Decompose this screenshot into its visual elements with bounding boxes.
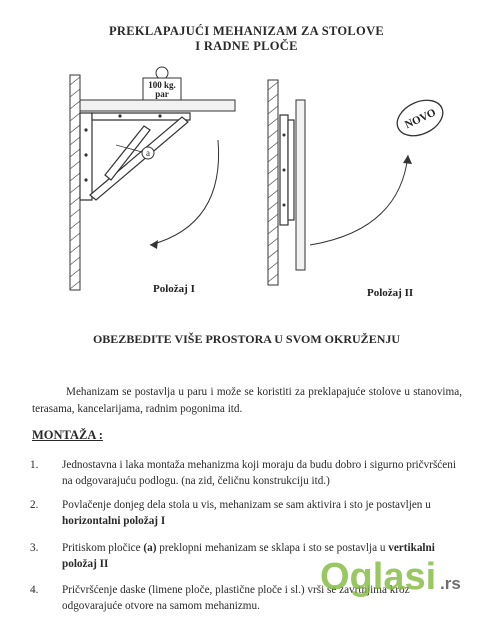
document-title-line-1: PREKLAPAJUĆI MEHANIZAM ZA STOLOVE [108,24,385,38]
rotation-arc-right [310,155,408,245]
callout-a-label: a [146,148,150,158]
section-subtitle: OBEZBEDITE VIŠE PROSTORA U SVOM OKRUŽENJU [92,332,401,346]
bracket-position-1 [80,113,190,200]
intro-text: Mehanizam se postavlja u paru i može se koristiti za preklapajuće stolove u stanovima, terasama, kancelarijama, radnim pogonima itd. [32,386,462,415]
tabletop-horizontal [80,100,235,111]
step-text-bold: vertikalni položaj II [62,542,435,570]
step-text-part: preklopni mehanizam se sklapa i sto se postavlja u [156,542,389,554]
step-number: 1. [30,459,39,471]
oglasi-watermark [318,553,473,599]
watermark-brand: Oglasi [320,556,437,598]
rotation-arc-left [150,140,219,245]
step-text-part: Pritiskom pločice [62,542,144,554]
caption-position-2: Položaj II [367,287,414,299]
tabletop-vertical [296,100,305,270]
weight-label-line-2: par [155,89,169,99]
step-text-bold: horizontalni položaj I [62,514,166,527]
step-text: Pričvršćenje daske (limene ploče, plastične ploče i sl.) vrši se zavrtnjima kroz odgovarajuće otvore na samom mehanizmu. [62,584,410,612]
novo-badge-label: NOVO [403,106,438,132]
step-text: Jednostavna i laka montaža mehanizma koji moraju da budu dobro i sigurno pričvršćeni na odgovarajuću podlogu. (na zid, čeličnu konstrukciju itd.) [62,459,456,487]
step-number: 4. [30,584,39,596]
step-number: 2. [30,499,39,511]
step-item [30,458,470,490]
step-text-bold-a: (a) [143,542,157,554]
montaza-heading: MONTAŽA : [32,428,103,442]
left-wall [70,75,80,290]
bracket-position-2 [280,115,294,225]
step-item [30,498,470,530]
watermark-suffix: .rs [440,574,461,593]
step-number: 3. [30,542,39,554]
caption-position-1: Položaj I [153,283,195,295]
step-text [62,498,467,529]
oglasi-logo [318,553,473,599]
document-title-line-2: I RADNE PLOČE [195,39,298,53]
rotation-arrowhead-left [150,240,158,249]
weight-label-line-1: 100 kg. [148,80,176,90]
right-wall [268,80,278,285]
intro-paragraph [32,384,462,418]
mechanism-figure [0,60,493,305]
step-text-part: Povlačenje donjeg dela stola u vis, mehanizam se sam aktivira i sto je postavljen u [62,499,431,511]
novo-badge [391,93,448,142]
rotation-arrowhead-right [403,155,412,164]
